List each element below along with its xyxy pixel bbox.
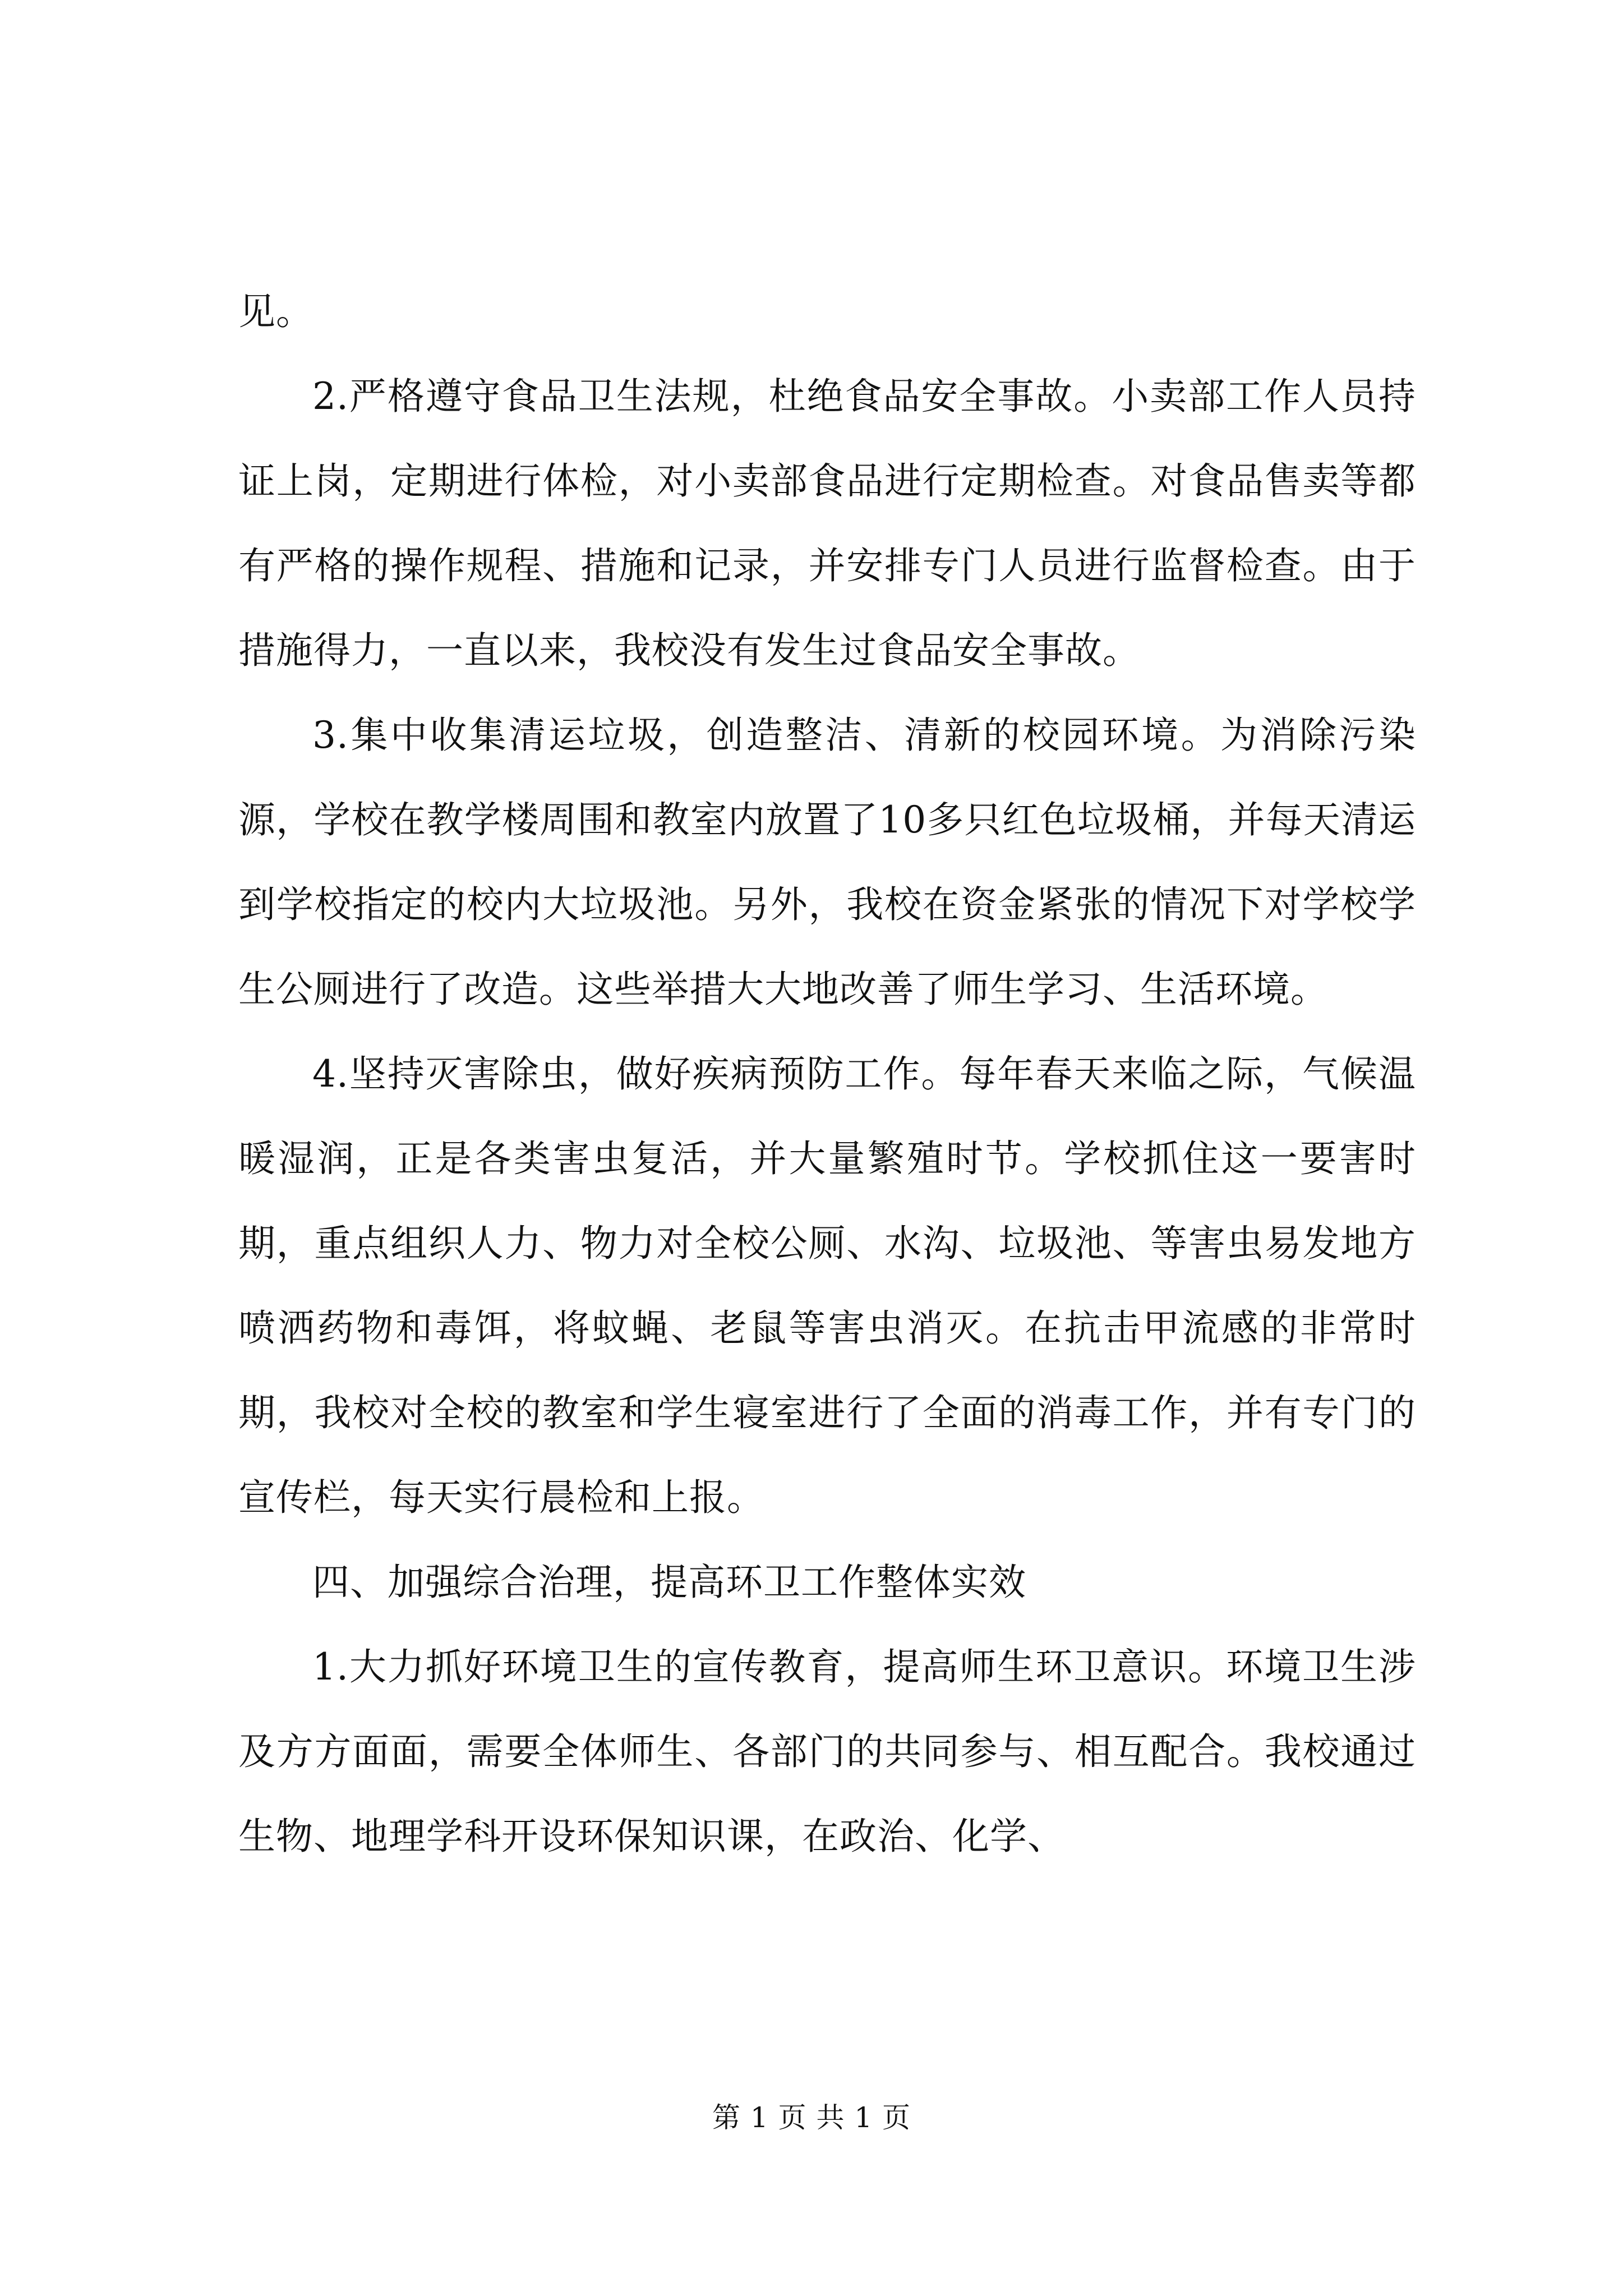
- paragraph-continuation: 见。: [238, 290, 313, 333]
- paragraph-pest-control: 4.坚持灭害除虫，做好疾病预防工作。每年春天来临之际，气候温暖湿润，正是各类害虫复活，并大量繁殖时节。学校抓住这一要害时期，重点组织人力、物力对全校公厕、水沟、垃圾池、等害虫易发地方喷洒药物和毒饵，将蚊蝇、老鼠等害虫消灭。在抗击甲流感的非常时期，我校对全校的教室和学生寝室进行了全面的消毒工作，并有专门的宣传栏，每天实行晨检和上报。: [238, 1052, 1416, 1519]
- page-footer: 第 1 页 共 1 页: [712, 2101, 911, 2134]
- paragraph-food-safety: 2.严格遵守食品卫生法规，杜绝食品安全事故。小卖部工作人员持证上岗，定期进行体检，对小卖部食品进行定期检查。对食品售卖等都有严格的操作规程、措施和记录，并安排专门人员进行监督检查。由于措施得力，一直以来，我校没有发生过食品安全事故。: [238, 375, 1416, 672]
- paragraph-publicity-education: 1.大力抓好环境卫生的宣传教育，提高师生环卫意识。环境卫生涉及方方面面，需要全体师生、各部门的共同参与、相互配合。我校通过生物、地理学科开设环保知识课，在政治、化学、: [238, 1645, 1416, 1858]
- section-heading: 四、加强综合治理，提高环卫工作整体实效: [312, 1561, 1026, 1604]
- paragraph-garbage-collection: 3.集中收集清运垃圾，创造整洁、清新的校园环境。为消除污染源，学校在教学楼周围和教室内放置了10多只红色垃圾桶，并每天清运到学校指定的校内大垃圾池。另外，我校在资金紧张的情况下对学校学生公厕进行了改造。这些举措大大地改善了师生学习、生活环境。: [238, 714, 1416, 1011]
- document-body: [238, 269, 1416, 1879]
